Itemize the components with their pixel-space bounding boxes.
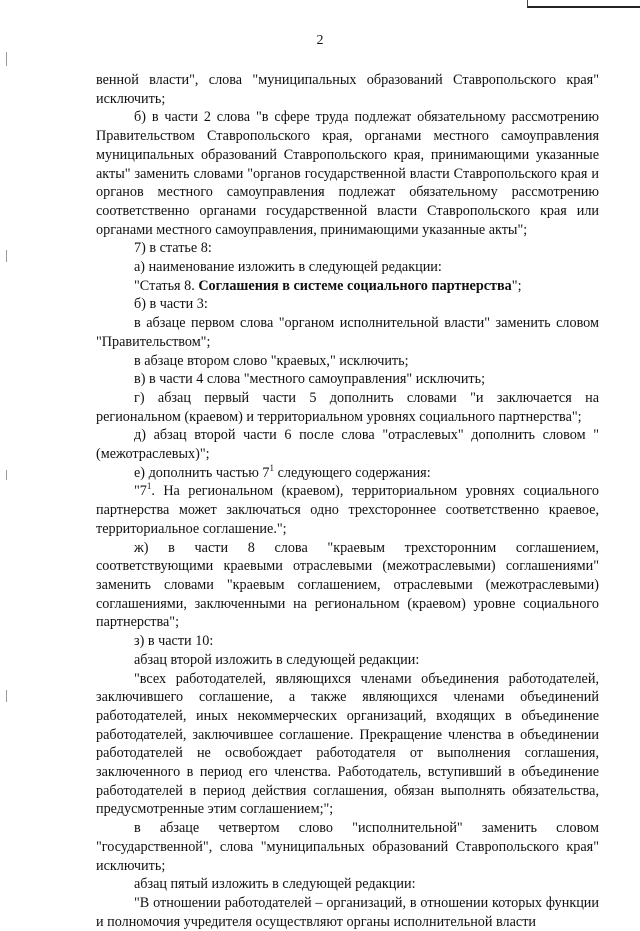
scan-edge-mark (527, 0, 640, 8)
page-number: 2 (316, 33, 324, 48)
paragraph: "всех работодателей, являющихся членами объединения работодателей, заключившего соглашение, а также являющихся членами объединений работодателей, иных некоммерческих организаций, входящих в объединение работодателей, заключившее соглашение. Прекращение членства в объединении работодателей не освобождает работодателя от выполнения соглашения, заключенного в период его членства. Работодатель, вступивший в объединение работодателей в период действия соглашения, обязан выполнять обязательства, предусмотренные этим соглашением;"; (96, 670, 599, 818)
paragraph: д) абзац второй части 6 после слова "отраслевых" дополнить словом "(межотраслевых)"; (96, 427, 599, 463)
paragraph: б) в части 2 слова "в сфере труда подлежат обязательному рассмотрению Правительством Ставропольского края, органами местного самоуправления муниципальных образований Ставропольского края, принимающими указанные акты" заменить словами "органов государственной власти Ставропольского края и органов местного самоуправления подлежат обязательному рассмотрению соответственно органами государственной власти Ставропольского края или органами местного самоуправления, принимающими указанные акты"; (96, 109, 599, 238)
paragraph: абзац второй изложить в следующей редакции: (134, 651, 420, 668)
paragraph: в абзаце первом слова "органом исполнительной власти" заменить словом "Правительством"; (96, 315, 599, 350)
paragraph: ж) в части 8 слова "краевым трехсторонним соглашением, соответствующими краевыми отраслевыми (межотраслевыми) соглашениями" заменить словами "краевым соглашением, отраслевыми (межотраслевыми) соглашениями, заключенными на региональном (краевом) уровне социального партнерства"; (96, 539, 599, 631)
paragraph: в абзаце четвертом слово "исполнительной" заменить словом "государственной", слова "муниципальных образований Ставропольского края" исключить; (96, 820, 599, 874)
paragraph: е) дополнить частью $7^1$ следующего содержания: (134, 462, 431, 481)
scan-speck (6, 250, 7, 262)
paragraph: венной власти", слова "муниципальных образований Ставропольского края" исключить; (96, 72, 599, 107)
scan-speck (6, 52, 7, 66)
paragraph: а) наименование изложить в следующей редакции: (134, 259, 442, 276)
paragraph: абзац пятый изложить в следующей редакции: (134, 876, 416, 893)
scan-speck (6, 470, 7, 480)
document-body (96, 71, 599, 931)
paragraph: "В отношении работодателей – организаций, в отношении которых функции и полномочия учредителя осуществляют органы исполнительной власти (96, 894, 599, 930)
paragraph: в абзаце втором слово "краевых," исключить; (134, 352, 409, 369)
paragraph: г) абзац первый части 5 дополнить словами "и заключается на региональном (краевом) и территориальном уровнях социального партнерства"; (96, 389, 599, 425)
paragraph: "$7^1$. На региональном (краевом), территориальном уровнях социального партнерства может заключаться одно трехстороннее соответственно краевое, территориальное соглашение."; (96, 481, 599, 537)
scan-speck (6, 690, 7, 702)
paragraph: з) в части 10: (134, 633, 214, 650)
paragraph: б) в части 3: (134, 296, 208, 313)
paragraph: 7) в статье 8: (134, 240, 212, 257)
paragraph: "Статья 8. Соглашения в системе социального партнерства"; (134, 277, 522, 294)
paragraph: в) в части 4 слова "местного самоуправления" исключить; (134, 371, 486, 388)
